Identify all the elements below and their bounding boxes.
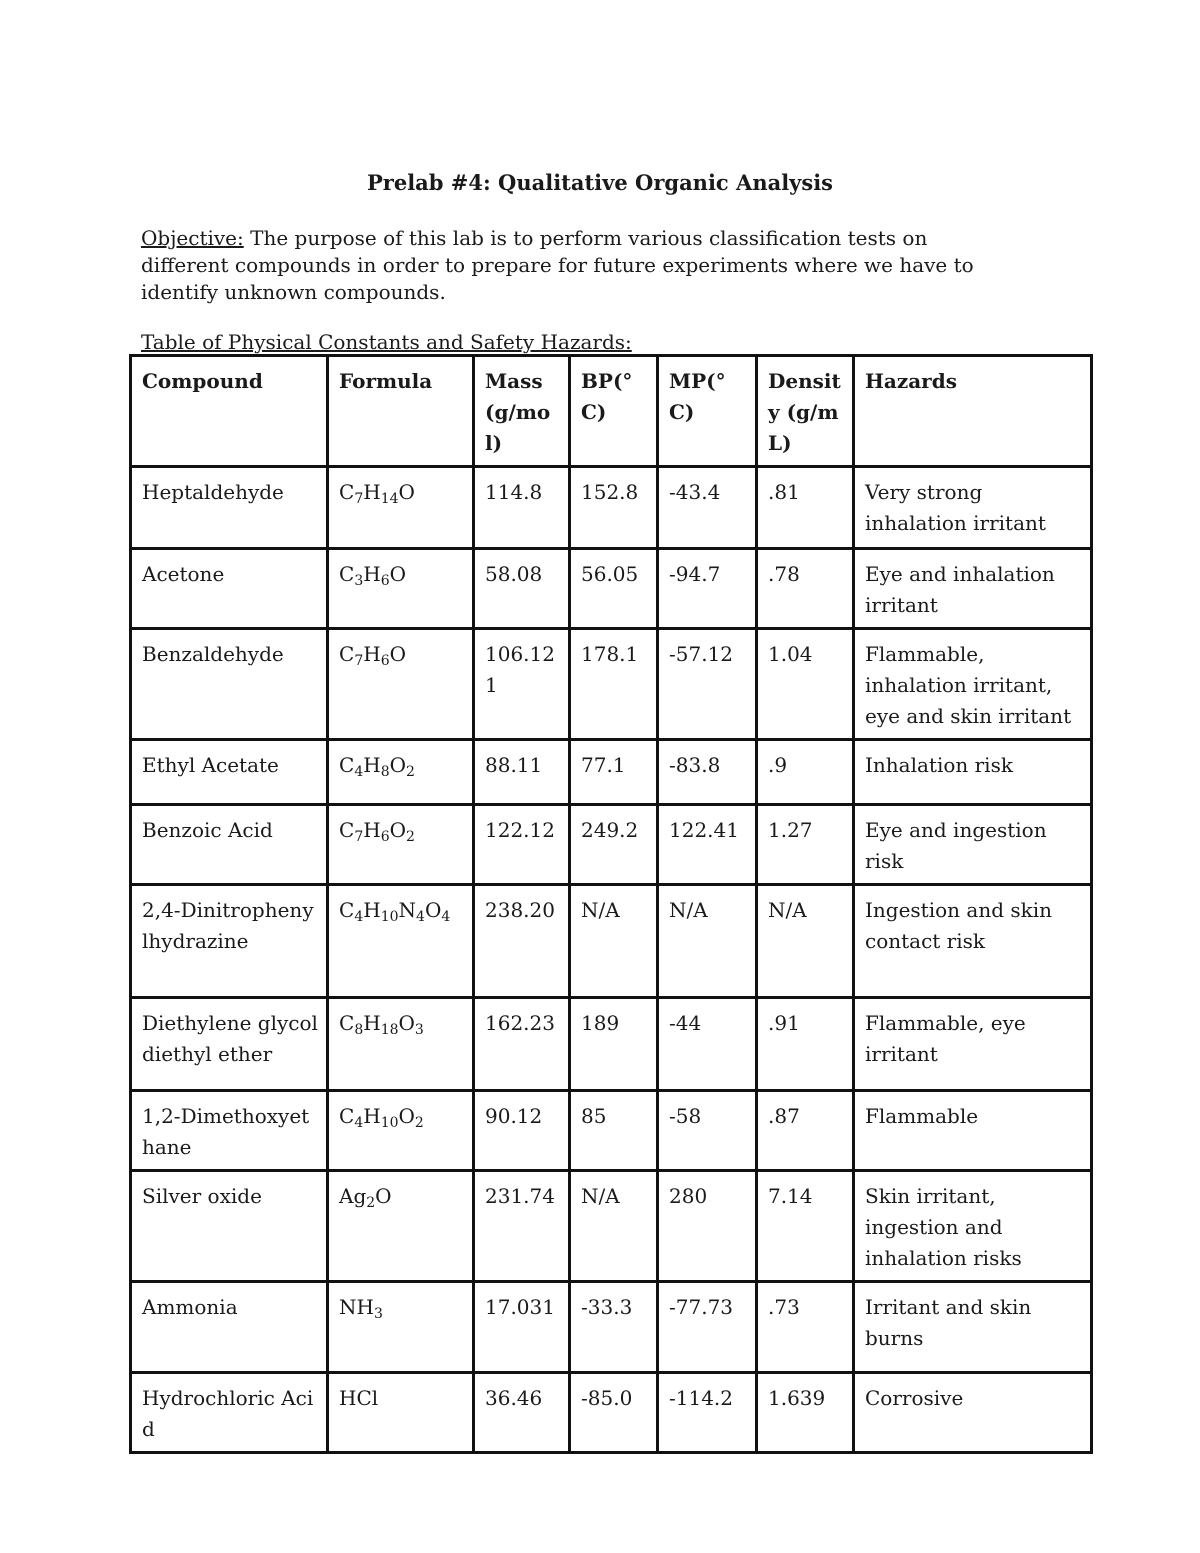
mp-cell: -57.12 [658, 629, 757, 740]
compound-cell: Heptaldehyde [131, 467, 328, 549]
hazards-cell: Skin irritant, ingestion and inhalation risks [854, 1171, 1092, 1282]
compound-cell: Acetone [131, 549, 328, 629]
density-cell: .73 [757, 1282, 854, 1373]
mp-cell: -114.2 [658, 1373, 757, 1453]
mass-cell: 162.23 [474, 998, 570, 1091]
table-row [131, 1171, 1092, 1282]
bp-cell: N/A [570, 885, 658, 998]
density-cell: .91 [757, 998, 854, 1091]
density-cell: .78 [757, 549, 854, 629]
header-density: Density (g/mL) [757, 356, 854, 467]
hazards-cell: Inhalation risk [854, 740, 1092, 805]
hazards-cell: Flammable, eye irritant [854, 998, 1092, 1091]
objective-label: Objective: [141, 226, 244, 250]
table-header-row [131, 356, 1092, 467]
bp-cell: 56.05 [570, 549, 658, 629]
density-cell: 7.14 [757, 1171, 854, 1282]
hazards-cell: Corrosive [854, 1373, 1092, 1453]
density-cell: .81 [757, 467, 854, 549]
hazards-cell: Eye and inhalation irritant [854, 549, 1092, 629]
physical-constants-table [129, 354, 1093, 1454]
mass-cell: 88.11 [474, 740, 570, 805]
compound-cell: Silver oxide [131, 1171, 328, 1282]
header-compound: Compound [131, 356, 328, 467]
bp-cell: 152.8 [570, 467, 658, 549]
density-cell: 1.639 [757, 1373, 854, 1453]
mp-cell: 280 [658, 1171, 757, 1282]
compound-cell: Benzoic Acid [131, 805, 328, 885]
compound-cell: Ethyl Acetate [131, 740, 328, 805]
table-caption: Table of Physical Constants and Safety Hazards: [141, 330, 632, 354]
header-hazards: Hazards [854, 356, 1092, 467]
compound-cell: Hydrochloric Acid [131, 1373, 328, 1453]
header-bp: BP(°C) [570, 356, 658, 467]
bp-cell: N/A [570, 1171, 658, 1282]
mass-cell: 58.08 [474, 549, 570, 629]
hazards-cell: Ingestion and skin contact risk [854, 885, 1092, 998]
hazards-cell: Irritant and skin burns [854, 1282, 1092, 1373]
mass-cell: 122.12 [474, 805, 570, 885]
bp-cell: 178.1 [570, 629, 658, 740]
bp-cell: 189 [570, 998, 658, 1091]
density-cell: .87 [757, 1091, 854, 1171]
mass-cell: 90.12 [474, 1091, 570, 1171]
mass-cell: 238.20 [474, 885, 570, 998]
mass-cell: 17.031 [474, 1282, 570, 1373]
formula-cell: $C_7H_{14}O$ [328, 467, 474, 549]
bp-cell: 77.1 [570, 740, 658, 805]
bp-cell: -33.3 [570, 1282, 658, 1373]
mass-cell: 106.121 [474, 629, 570, 740]
mp-cell: 122.41 [658, 805, 757, 885]
compound-cell: 2,4-Dinitrophenylhydrazine [131, 885, 328, 998]
compound-cell: Ammonia [131, 1282, 328, 1373]
mp-cell: N/A [658, 885, 757, 998]
hazards-cell: Very strong inhalation irritant [854, 467, 1092, 549]
table-row [131, 998, 1092, 1091]
formula-cell: $C_7H_6O_2$ [328, 805, 474, 885]
table-row [131, 885, 1092, 998]
hazards-cell: Flammable [854, 1091, 1092, 1171]
table-row [131, 1282, 1092, 1373]
formula-cell: $C_7H_6O$ [328, 629, 474, 740]
density-cell: .9 [757, 740, 854, 805]
compound-cell: 1,2-Dimethoxyethane [131, 1091, 328, 1171]
mass-cell: 36.46 [474, 1373, 570, 1453]
formula-cell: $C_4H_8O_2$ [328, 740, 474, 805]
header-mass: Mass (g/mol) [474, 356, 570, 467]
mp-cell: -58 [658, 1091, 757, 1171]
formula-cell: HCl [328, 1373, 474, 1453]
bp-cell: 249.2 [570, 805, 658, 885]
mp-cell: -83.8 [658, 740, 757, 805]
objective-paragraph [141, 225, 1021, 306]
table-row [131, 740, 1092, 805]
hazards-cell: Flammable, inhalation irritant, eye and skin irritant [854, 629, 1092, 740]
page-title: Prelab #4: Qualitative Organic Analysis [366, 170, 833, 195]
mp-cell: -44 [658, 998, 757, 1091]
bp-cell: 85 [570, 1091, 658, 1171]
table-row [131, 549, 1092, 629]
formula-cell: $C_4H_{10}O_2$ [328, 1091, 474, 1171]
table-row [131, 1373, 1092, 1453]
formula-cell: $NH_3$ [328, 1282, 474, 1373]
density-cell: 1.27 [757, 805, 854, 885]
table-row [131, 629, 1092, 740]
table-row [131, 467, 1092, 549]
table-row [131, 1091, 1092, 1171]
mp-cell: -77.73 [658, 1282, 757, 1373]
objective-text: The purpose of this lab is to perform various classification tests on different compounds in order to prepare for future experiments where we have to identify unknown compounds. [141, 226, 974, 304]
density-cell: N/A [757, 885, 854, 998]
header-mp: MP(°C) [658, 356, 757, 467]
mp-cell: -43.4 [658, 467, 757, 549]
formula-cell: $C_8H_{18}O_3$ [328, 998, 474, 1091]
formula-cell: $C_4H_{10}N_4O_4$ [328, 885, 474, 998]
bp-cell: -85.0 [570, 1373, 658, 1453]
mp-cell: -94.7 [658, 549, 757, 629]
table-row [131, 805, 1092, 885]
compound-cell: Diethylene glycol diethyl ether [131, 998, 328, 1091]
mass-cell: 114.8 [474, 467, 570, 549]
formula-cell: $Ag_2O$ [328, 1171, 474, 1282]
compound-cell: Benzaldehyde [131, 629, 328, 740]
density-cell: 1.04 [757, 629, 854, 740]
formula-cell: $C_3H_6O$ [328, 549, 474, 629]
mass-cell: 231.74 [474, 1171, 570, 1282]
header-formula: Formula [328, 356, 474, 467]
hazards-cell: Eye and ingestion risk [854, 805, 1092, 885]
